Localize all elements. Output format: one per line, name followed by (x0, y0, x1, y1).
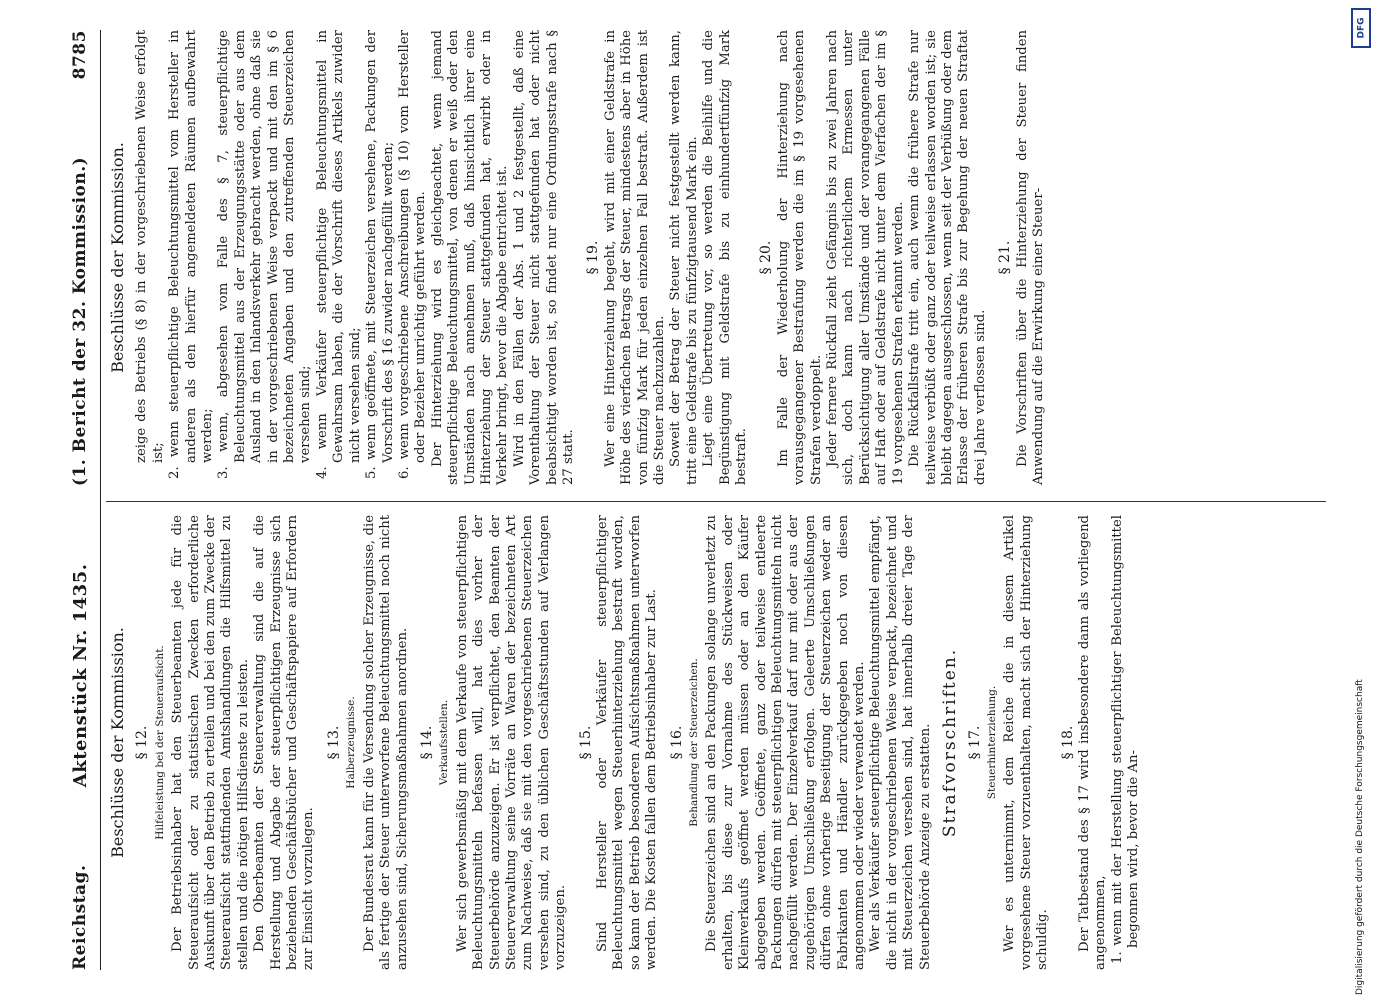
header-middle: Aktenstück Nr. 1435. (69, 563, 91, 788)
section-heading: § 15. (577, 725, 594, 760)
section-heading: § 19. (585, 240, 602, 275)
paragraph: Die Rückfallstrafe tritt ein, auch wenn die frühere Strafe nur teilweise verbüßt oder ganz oder teilweise erlassen worden ist; sie bleibt dagegen ausgeschlossen, wenn seit der Verbüßung oder dem Erlasse der früheren Strafe bis zur Begehung der neuen Straftat drei Jahre verflossen sind. (907, 30, 988, 485)
column-title: Beschlüsse der Kommission. (108, 627, 127, 858)
section-heading: § 13. (325, 725, 342, 760)
paragraph: Wird in den Fällen der Abs. 1 und 2 festgestellt, daß eine Vorenthaltung der Steuer nicht stattgefunden hat oder nicht beabsichtigt worden ist, so findet nur eine Ordnungsstrafe nach § 27 statt. (511, 30, 576, 485)
paragraph: Wer eine Hinterziehung begeht, wird mit einer Geldstrafe in Höhe des vierfachen Betrags der Steuer, mindestens aber in Höhe von fünfzig Mark für jeden einzelnen Fall bestraft. Außerdem ist die Steuer nachzuzahlen. (602, 30, 667, 485)
section-subheading: Steuerhinterziehung. (985, 685, 998, 800)
header-right: (1. Bericht der 32. Kommission.) (70, 156, 90, 487)
rotated-page-content (60, 30, 1350, 970)
dfg-logo-text: DFG (1356, 17, 1367, 39)
section-heading: § 21. (997, 240, 1014, 275)
section-heading: § 17. (966, 725, 983, 760)
list-item: 4. wenn Verkäufer steuerpflichtige Beleuchtungsmittel in Gewahrsam haben, die der Vorschrift dieses Artikels zuwider nicht versehen sind; (314, 30, 363, 479)
right-column (108, 30, 1328, 485)
page-number: 8785 (70, 30, 90, 80)
paragraph: Wer als Verkäufer steuerpflichtige Beleuchtungsmittel empfängt, die nicht in der vorgeschriebenen Weise verpackt, bezeichnet und mit Steuerzeichen versehen sind, hat innerhalb dreier Tage der Steuerbehörde Anzeige zu erstatten. (868, 515, 933, 970)
paragraph: Der Betriebsinhaber hat den Steuerbeamten jede für die Steueraufsicht oder zu statistischen Zwecken erforderliche Auskunft über den Betrieb zu erteilen und bei den zum Zwecke der Steueraufsicht stattfindenden Amtshandlungen die Hilfsmittel zu stellen und die nötigen Hilfsdienste zu leisten. (170, 515, 251, 970)
digitization-note (1355, 10, 1373, 995)
paragraph: Der Bundesrat kann für die Versendung solcher Erzeugnisse, die als fertige der Steuer unterworfene Beleuchtungsmittel noch nicht anzusehen sind, Sicherungsmaßnahmen anordnen. (361, 515, 410, 970)
section-heading: § 12. (134, 725, 151, 760)
list-item: 2. wenn steuerpflichtige Beleuchtungsmittel vom Hersteller in anderen als den hierfür angemeldeten Räumen aufbewahrt werden; (167, 30, 216, 479)
paragraph: Jeder fernere Rückfall zieht Gefängnis bis zu zwei Jahren nach sich, doch kann nach richterlichem Ermessen unter Berücksichtigung aller Umstände und der vorangegangenen Fälle auf Haft oder auf Geldstrafe nicht unter dem Vierfachen der im § 19 vorgesehenen Strafen erkannt werden. (825, 30, 906, 485)
section-heading: § 20. (758, 240, 775, 275)
list-item: 6. wenn vorgeschriebene Anschreibungen (§ 10) vom Hersteller oder Bezieher unrichtig geführt werden. (396, 30, 429, 479)
paragraph: Im Falle der Wiederholung der Hinterziehung nach vorausgegangener Bestrafung werden die im § 19 vorgesehenen Strafen verdoppelt. (775, 30, 824, 485)
running-header (60, 30, 101, 970)
list-item: 5. wenn geöffnete, mit Steuerzeichen versehene, Packungen der Vorschrift des § 16 zuwider nachgefüllt werden; (364, 30, 396, 479)
list-item: 1. wenn mit der Herstellung steuerpflichtiger Beleuchtungsmittel begonnen wird, bevor die An- (1109, 515, 1142, 964)
paragraph: Soweit der Betrag der Steuer nicht festgestellt werden kann, tritt eine Geldstrafe bis zu fünfzigtausend Mark ein. (668, 30, 700, 485)
paragraph: Den Oberbeamten der Steuerverwaltung sind die auf die Herstellung und Abgabe der steuerpflichtigen Erzeugnisse sich beziehenden Geschäftsbücher und Geschäftspapiere auf Erfordern zur Einsicht vorzulegen. (252, 515, 317, 970)
section-heading: § 18. (1059, 725, 1076, 760)
column-title: Beschlüsse der Kommission. (108, 142, 127, 373)
list-item: 3. wenn, abgesehen vom Falle des § 7, steuerpflichtige Beleuchtungsmittel aus der Erzeugungsstätte oder aus dem Ausland in den Inlandsverkehr gebracht werden, ohne daß sie in der vorgeschriebenen Weise verpackt und mit den im § 6 bezeichneten Angaben und den zutreffenden Steuerzeichen versehen sind; (216, 30, 314, 479)
section-subheading: Verkaufsstellen. (438, 699, 451, 786)
section-subheading: Halberzeugnisse. (345, 696, 358, 789)
paragraph: Der Hinterziehung wird es gleichgeachtet, wenn jemand steuerpflichtige Beleuchtungsmittel, von denen er weiß oder den Umständen nach annehmen muß, daß hinsichtlich ihrer eine Hinterziehung der Steuer stattgefunden hat, erwirbt oder in Verkehr bringt, bevor die Abgabe entrichtet ist. (429, 30, 511, 485)
paragraph: Wer sich gewerbsmäßig mit dem Verkaufe von steuerpflichtigen Beleuchtungsmitteln befassen will, hat dies vorher der Steuerbehörde anzuzeigen. Er ist verpflichtet, den Beamten der Steuerverwaltung seine Vorräte an Waren der bezeichneten Art zum Nachweise, daß sie mit den vorgeschriebenen Steuerzeichen versehen sind, zu den üblichen Geschäftsstunden auf Verlangen vorzuzeigen. (454, 515, 569, 970)
section-subheading: Behandlung der Steuerzeichen. (688, 658, 700, 827)
section-heading: § 14. (418, 725, 435, 760)
header-left: Reichstag. (70, 864, 90, 970)
paragraph: Liegt eine Übertretung vor, so werden die Beihilfe und die Begünstigung mit Geldstrafe bis zu einhundertfünfzig Mark bestraft. (701, 30, 750, 485)
paragraph: Die Vorschriften über die Hinterziehung der Steuer finden Anwendung auf die Erwirkung einer Steuer- (1014, 30, 1046, 485)
left-column (108, 515, 1328, 970)
column-divider (106, 501, 1326, 502)
chapter-heading: Strafvorschriften. (940, 647, 961, 838)
digitization-note-text: Digitalisierung gefördert durch die Deutsche Forschungsgemeinschaft (1355, 679, 1365, 995)
section-subheading: Hilfeleistung bei der Steueraufsicht. (153, 645, 166, 840)
paragraph: Die Steuerzeichen sind an den Packungen solange unverletzt zu erhalten, bis diese zur Vornahme des Stückweisen oder Kleinverkaufs geöffnet werden müssen oder an den Käufer abgegeben werden. Geöffnete, ganz oder teilweise entleerte Packungen dürfen mit steuerpflichtigen Beleuchtungsmitteln nicht nachgefüllt werden. Der Einzelverkauf darf nur mit oder aus der zugehörigen Umschließung erfolgen. Geleerte Umschließungen dürfen ohne vorherige Beseitigung der Steuerzeichen weder an Fabrikanten und Händler zurückgegeben noch von diesen angenommen oder wieder verwendet werden. (704, 515, 868, 970)
list-item: zeige des Betriebs (§ 8) in der vorgeschriebenen Weise erfolgt ist; (134, 30, 166, 463)
paragraph: Wer es unternimmt, dem Reiche die in diesem Artikel vorgesehene Steuer vorzuenthalten, macht sich der Hinterziehung schuldig. (1002, 515, 1051, 970)
paragraph: Sind Hersteller oder Verkäufer steuerpflichtiger Beleuchtungsmittel wegen Steuerhinterziehung bestraft worden, so kann der Betrieb besonderen Aufsichtsmaßnahmen unterworfen werden. Die Kosten fallen dem Betriebsinhaber zur Last. (594, 515, 660, 970)
section-heading: § 16. (668, 725, 685, 760)
paragraph: Der Tatbestand des § 17 wird insbesondere dann als vorliegend angenommen, (1076, 515, 1109, 970)
